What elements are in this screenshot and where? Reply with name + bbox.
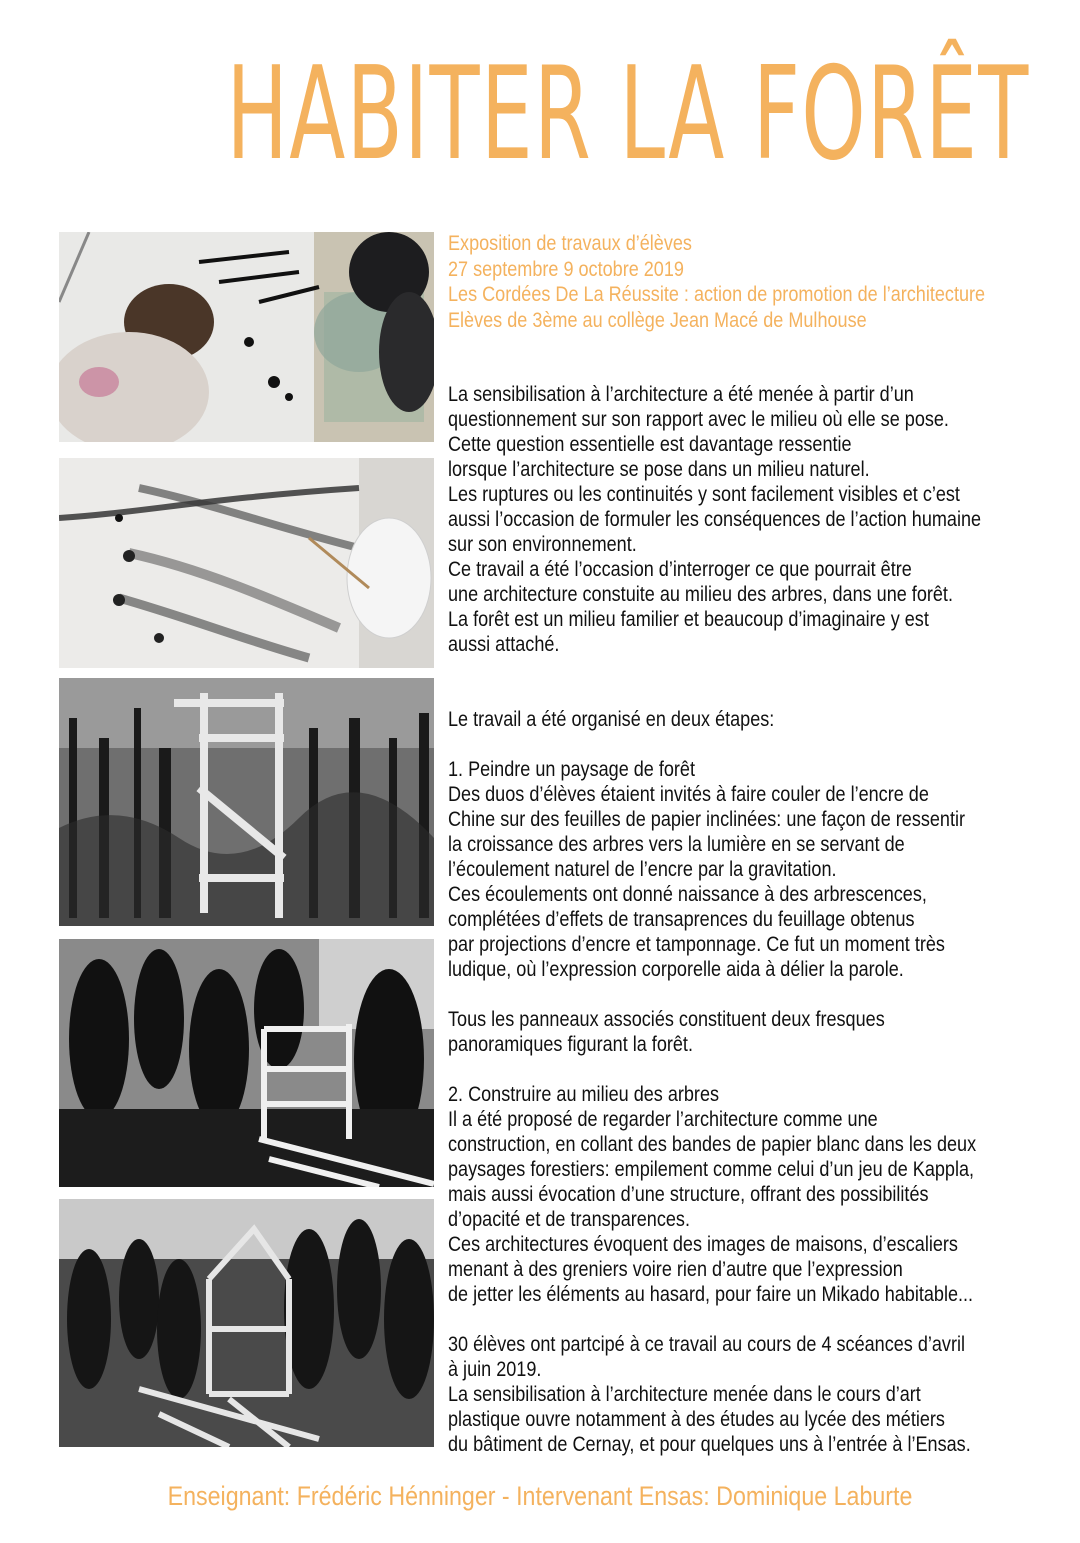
intro-line: Cette question essentielle est davantage ressentie xyxy=(448,433,852,456)
step1-title: 1. Peindre un paysage de forêt xyxy=(448,758,695,781)
intro-line: aussi attaché. xyxy=(448,633,560,656)
step1-line: par projections d’encre et tamponnage. Ce fut un moment très xyxy=(448,933,945,956)
intro-line: questionnement sur son rapport avec le milieu où elle se pose. xyxy=(448,408,949,431)
credits-footer xyxy=(0,1478,1080,1514)
conclusion-line: 30 élèves ont partcipé à ce travail au cours de 4 scéances d’avril xyxy=(448,1333,966,1356)
intro-line: sur son environnement. xyxy=(448,533,637,556)
step1-line: complétées d’effets de transaprences du feuillage obtenus xyxy=(448,908,915,931)
step2-line: paysages forestiers: empilement comme celui d’un jeu de Kappla, xyxy=(448,1158,975,1181)
photo-forest-fresco-tower xyxy=(59,678,434,926)
conclusion-line: La sensibilisation à l’architecture menée dans le cours d’art xyxy=(448,1383,921,1406)
info-line-program: Les Cordées De La Réussite : action de promotion de l’architecture xyxy=(448,283,986,306)
intro-line: aussi l’occasion de formuler les conséquences de l’action humaine xyxy=(448,508,982,531)
intro-line: lorsque l’architecture se pose dans un milieu naturel. xyxy=(448,458,870,481)
step1-line: ludique, où l’expression corporelle aida à délier la parole. xyxy=(448,958,904,981)
step1-line: Ces écoulements ont donné naissance à des arbrescences, xyxy=(448,883,927,906)
info-line-students: Elèves de 3ème au collège Jean Macé de Mulhouse xyxy=(448,308,867,332)
conclusion-line: à juin 2019. xyxy=(448,1358,542,1381)
organisation-line: Le travail a été organisé en deux étapes: xyxy=(448,708,775,731)
step1-line: Chine sur des feuilles de papier inclinées: une façon de ressentir xyxy=(448,808,966,831)
step2-line: Il a été proposé de regarder l’architecture comme une xyxy=(448,1108,878,1131)
credits-text: Enseignant: Frédéric Hénninger - Intervenant Ensas: Dominique Laburte xyxy=(167,1481,913,1511)
intro-paragraph xyxy=(448,382,1073,657)
step1-line: l’écoulement naturel de l’encre par la gravitation. xyxy=(448,858,837,881)
step2-line: construction, en collant des bandes de papier blanc dans les deux xyxy=(448,1133,977,1156)
step2-line: de jetter les éléments au hasard, pour faire un Mikado habitable... xyxy=(448,1283,974,1306)
step2-line: Ces architectures évoquent des images de maisons, d’escaliers xyxy=(448,1233,958,1256)
step2-line: mais aussi évocation d’une structure, offrant des possibilités xyxy=(448,1183,929,1206)
intro-line: Les ruptures ou les continuités y sont facilement visibles et c’est xyxy=(448,483,960,506)
panels-line: Tous les panneaux associés constituent deux fresques xyxy=(448,1008,885,1031)
event-info xyxy=(448,231,1073,333)
step1-line: Des duos d’élèves étaient invités à faire couler de l’encre de xyxy=(448,783,929,806)
step2-title: 2. Construire au milieu des arbres xyxy=(448,1083,720,1106)
step2-line: d’opacité et de transparences. xyxy=(448,1208,690,1231)
conclusion-line: plastique ouvre notamment à des études au lycée des métiers xyxy=(448,1408,945,1431)
step2-line: menant à des greniers voire rien d’autre que l’expression xyxy=(448,1258,903,1281)
conclusion-line: du bâtiment de Cernay, et pour quelques uns à l’entrée à l’Ensas. xyxy=(448,1433,971,1456)
main-body-text xyxy=(448,707,1073,1457)
intro-line: une architecture constuite au milieu des arbres, dans une forêt. xyxy=(448,583,953,606)
intro-line: La sensibilisation à l’architecture a été menée à partir d’un xyxy=(448,383,914,406)
photo-forest-frame-structure xyxy=(59,939,434,1187)
panels-line: panoramiques figurant la forêt. xyxy=(448,1033,693,1056)
photo-forest-house-structure xyxy=(59,1199,434,1447)
step1-line: la croissance des arbres vers la lumière en se servant de xyxy=(448,833,905,856)
info-line-dates: 27 septembre 9 octobre 2019 xyxy=(448,257,684,281)
poster-title: HABITER LA FORÊT xyxy=(226,40,1030,189)
photo-ink-drips xyxy=(59,458,434,668)
info-line-exhibition: Exposition de travaux d’élèves xyxy=(448,232,692,255)
intro-line: La forêt est un milieu familier et beaucoup d’imaginaire y est xyxy=(448,608,929,631)
photo-students-painting xyxy=(59,232,434,442)
intro-line: Ce travail a été l’occasion d’interroger ce que pourrait être xyxy=(448,558,912,581)
